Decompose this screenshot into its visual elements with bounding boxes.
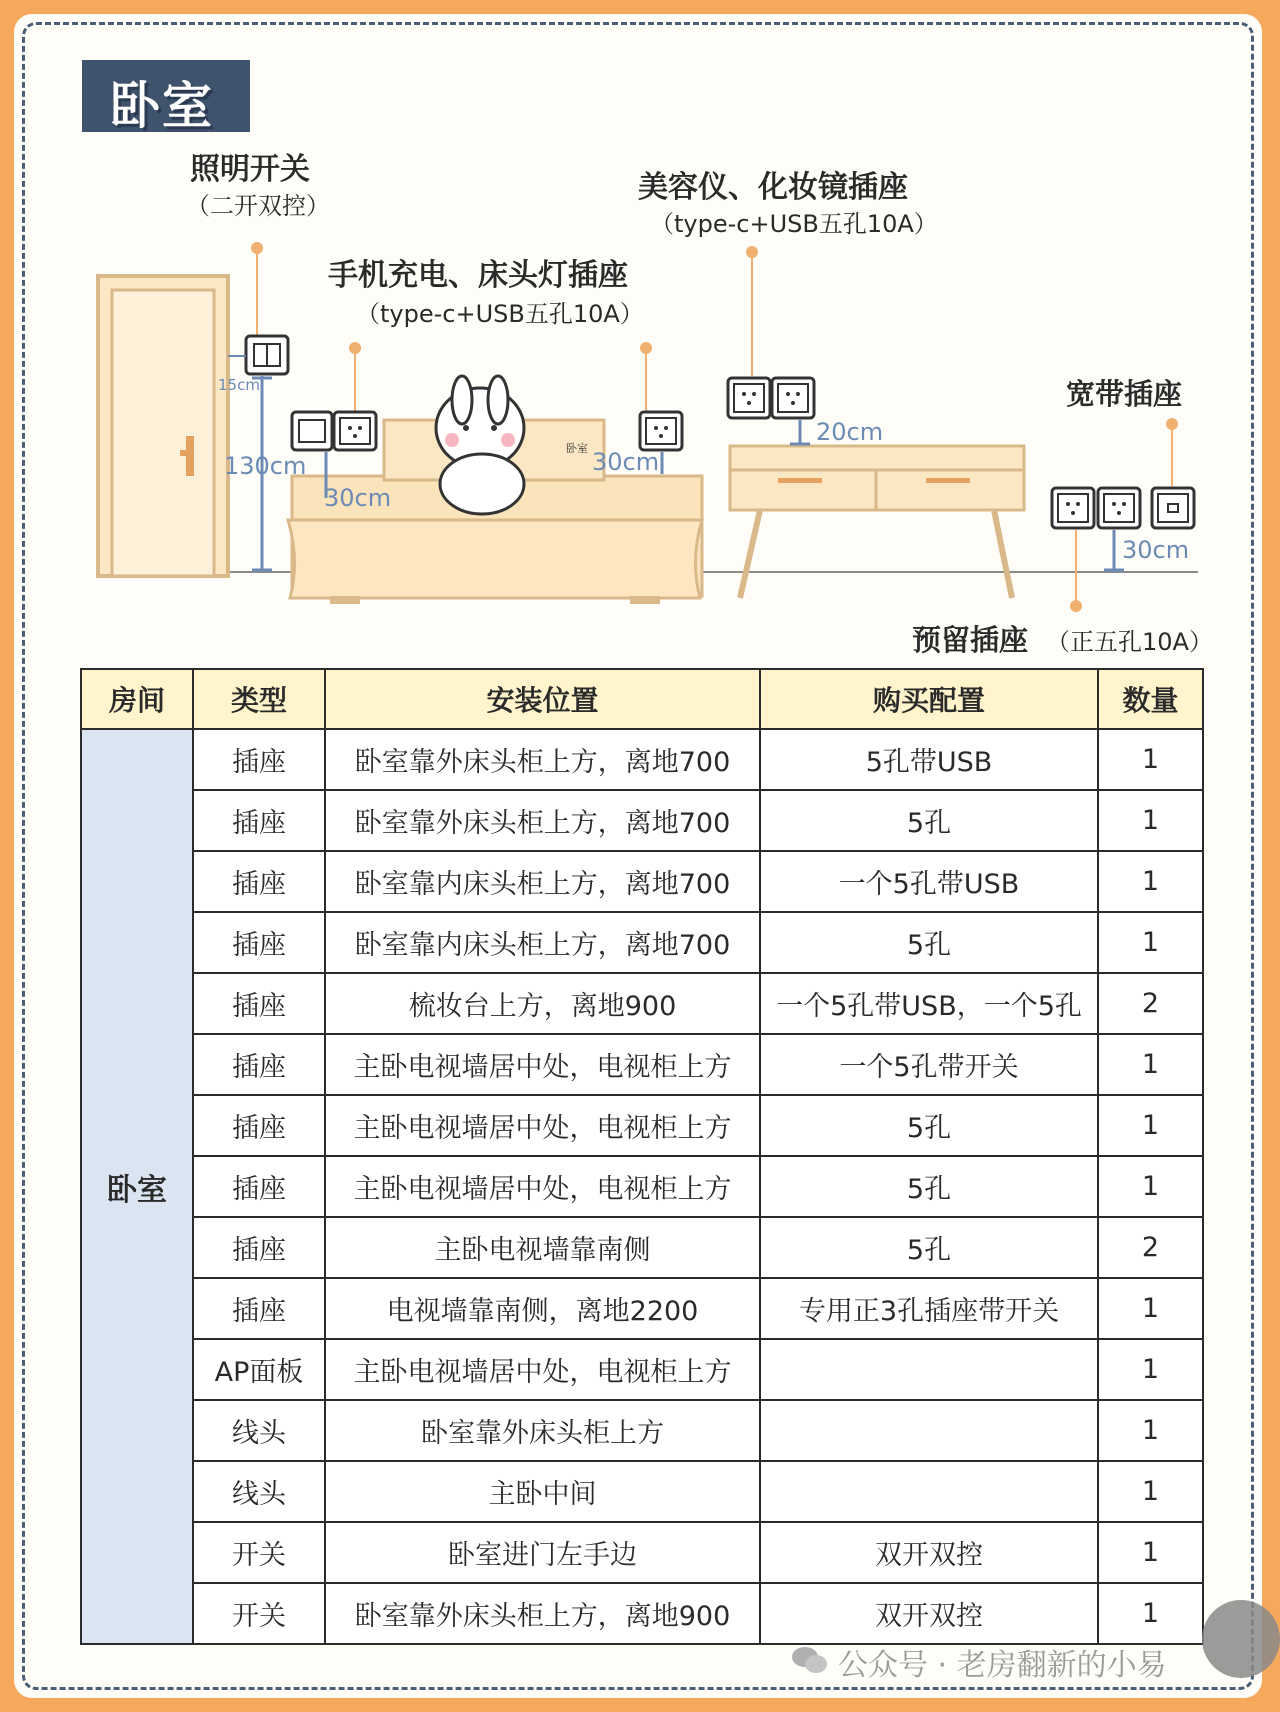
type-cell: 插座 — [193, 1156, 325, 1217]
type-cell: 插座 — [193, 851, 325, 912]
qty-cell: 1 — [1098, 1400, 1203, 1461]
config-cell: 一个5孔带USB，一个5孔 — [760, 973, 1098, 1034]
config-cell: 5孔 — [760, 1095, 1098, 1156]
table-row — [81, 729, 1203, 790]
room-cell: 卧室 — [81, 729, 193, 1644]
bunny-illustration — [436, 376, 524, 514]
position-cell: 梳妆台上方，离地900 — [325, 973, 760, 1034]
config-cell: 双开双控 — [760, 1522, 1098, 1583]
qty-cell: 2 — [1098, 973, 1203, 1034]
table-row — [81, 1461, 1203, 1522]
position-cell: 主卧电视墙居中处，电视柜上方 — [325, 1156, 760, 1217]
config-cell: 5孔 — [760, 790, 1098, 851]
table-row — [81, 973, 1203, 1034]
config-cell: 一个5孔带USB — [760, 851, 1098, 912]
vanity-socket-sub: （type-c+USB五孔10A） — [650, 210, 938, 238]
position-cell: 主卧电视墙居中处，电视柜上方 — [325, 1034, 760, 1095]
vanity-socket-label: 美容仪、化妆镜插座 — [638, 170, 908, 205]
config-cell: 5孔 — [760, 912, 1098, 973]
type-cell: 插座 — [193, 1278, 325, 1339]
qty-cell: 1 — [1098, 912, 1203, 973]
bedside-socket-label: 手机充电、床头灯插座 — [328, 258, 628, 293]
qty-cell: 1 — [1098, 1034, 1203, 1095]
bedside-socket-icon-left — [334, 412, 376, 450]
config-cell: 5孔 — [760, 1156, 1098, 1217]
config-cell: 双开双控 — [760, 1583, 1098, 1644]
switch-sub: （二开双控） — [186, 192, 330, 220]
table-row — [81, 912, 1203, 973]
position-cell: 主卧电视墙居中处，电视柜上方 — [325, 1339, 760, 1400]
position-cell: 卧室靠外床头柜上方，离地700 — [325, 790, 760, 851]
type-cell: 插座 — [193, 1034, 325, 1095]
position-cell: 卧室靠内床头柜上方，离地700 — [325, 851, 760, 912]
qty-cell: 1 — [1098, 790, 1203, 851]
table-row — [81, 1583, 1203, 1644]
config-cell: 专用正3孔插座带开关 — [760, 1278, 1098, 1339]
table-header-row — [81, 669, 1203, 729]
config-cell: 5孔 — [760, 1217, 1098, 1278]
position-cell: 卧室靠外床头柜上方 — [325, 1400, 760, 1461]
outlet-spec-table — [80, 668, 1204, 1645]
wechat-icon — [790, 1644, 830, 1676]
type-cell: 线头 — [193, 1400, 325, 1461]
dim-15cm: 15cm — [218, 376, 260, 394]
table-row — [81, 1339, 1203, 1400]
light-switch-icon — [246, 336, 288, 374]
position-cell: 卧室靠内床头柜上方，离地700 — [325, 912, 760, 973]
reserve-socket-icons — [1052, 488, 1140, 528]
qty-cell: 1 — [1098, 1583, 1203, 1644]
header-room: 房间 — [81, 669, 193, 729]
position-cell: 卧室靠外床头柜上方，离地900 — [325, 1583, 760, 1644]
qty-cell: 1 — [1098, 1156, 1203, 1217]
share-button[interactable] — [1202, 1600, 1280, 1678]
type-cell: 开关 — [193, 1583, 325, 1644]
qty-cell: 1 — [1098, 1461, 1203, 1522]
dim-20cm: 20cm — [816, 418, 884, 446]
position-cell: 主卧中间 — [325, 1461, 760, 1522]
position-cell: 主卧电视墙靠南侧 — [325, 1217, 760, 1278]
type-cell: 插座 — [193, 729, 325, 790]
dim-130cm: 130cm — [224, 452, 307, 480]
config-cell — [760, 1461, 1098, 1522]
type-cell: 插座 — [193, 1095, 325, 1156]
config-cell: 一个5孔带开关 — [760, 1034, 1098, 1095]
type-cell: 插座 — [193, 1217, 325, 1278]
bedroom-diagram — [0, 0, 1280, 660]
table-row — [81, 1400, 1203, 1461]
dim-30cm-broadband: 30cm — [1122, 536, 1190, 564]
type-cell: 插座 — [193, 790, 325, 851]
type-cell: 插座 — [193, 973, 325, 1034]
type-cell: 线头 — [193, 1461, 325, 1522]
qty-cell: 1 — [1098, 851, 1203, 912]
table-row — [81, 851, 1203, 912]
vanity-desk — [730, 446, 1024, 598]
qty-cell: 1 — [1098, 729, 1203, 790]
position-cell: 主卧电视墙居中处，电视柜上方 — [325, 1095, 760, 1156]
position-cell: 电视墙靠南侧，离地2200 — [325, 1278, 760, 1339]
type-cell: AP面板 — [193, 1339, 325, 1400]
type-cell: 插座 — [193, 912, 325, 973]
qty-cell: 2 — [1098, 1217, 1203, 1278]
broadband-socket-label: 宽带插座 — [1066, 377, 1183, 411]
reserve-socket-sub: （正五孔10A） — [1046, 628, 1213, 656]
table-row — [81, 1217, 1203, 1278]
bedside-socket-icon-right — [640, 412, 682, 450]
table-row — [81, 1278, 1203, 1339]
table-row — [81, 790, 1203, 851]
type-cell: 开关 — [193, 1522, 325, 1583]
config-cell: 5孔带USB — [760, 729, 1098, 790]
vanity-socket-icons — [728, 378, 814, 418]
broadband-socket-icon — [1152, 488, 1194, 528]
qty-cell: 1 — [1098, 1339, 1203, 1400]
header-type: 类型 — [193, 669, 325, 729]
dim-30cm-right: 30cm — [592, 448, 660, 476]
switch-label: 照明开关 — [190, 152, 310, 187]
position-cell: 卧室靠外床头柜上方，离地700 — [325, 729, 760, 790]
dim-30cm-left: 30cm — [324, 484, 392, 512]
watermark-text: 公众号 · 老房翻新的小易 — [838, 1648, 1167, 1683]
header-config: 购买配置 — [760, 669, 1098, 729]
door — [98, 276, 228, 576]
qty-cell: 1 — [1098, 1095, 1203, 1156]
bedside-socket-sub: （type-c+USB五孔10A） — [356, 300, 644, 328]
qty-cell: 1 — [1098, 1278, 1203, 1339]
section-title: 卧室 — [110, 77, 214, 135]
qty-cell: 1 — [1098, 1522, 1203, 1583]
table-row — [81, 1095, 1203, 1156]
header-qty: 数量 — [1098, 669, 1203, 729]
config-cell — [760, 1339, 1098, 1400]
table-row — [81, 1156, 1203, 1217]
table-row — [81, 1522, 1203, 1583]
config-cell — [760, 1400, 1098, 1461]
pillow-text: 卧室 — [566, 442, 588, 455]
bedside-switch-icon — [292, 412, 332, 450]
position-cell: 卧室进门左手边 — [325, 1522, 760, 1583]
reserve-socket-label: 预留插座 — [912, 623, 1029, 657]
table-row — [81, 1034, 1203, 1095]
header-position: 安装位置 — [325, 669, 760, 729]
